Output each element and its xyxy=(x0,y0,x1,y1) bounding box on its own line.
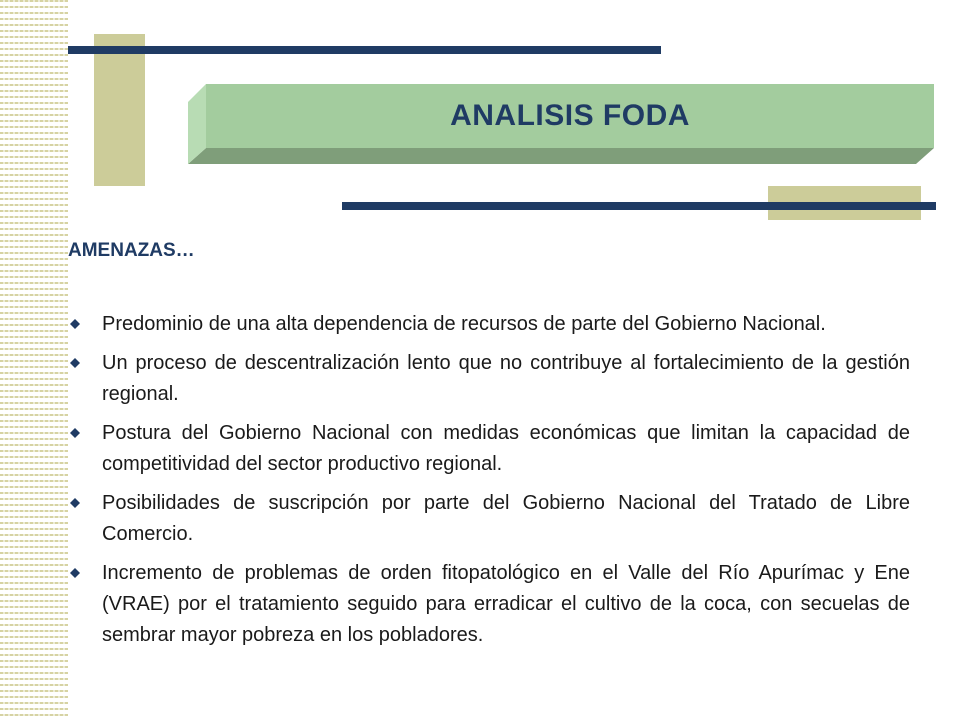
decorative-navy-bar-bottom xyxy=(342,202,936,210)
diamond-bullet-icon xyxy=(70,319,80,329)
diamond-bullet-icon xyxy=(70,498,80,508)
list-item xyxy=(68,348,910,410)
bullet-text: Posibilidades de suscripción por parte del Gobierno Nacional del Tratado de Libre Comercio. xyxy=(102,492,910,545)
list-item xyxy=(68,309,910,340)
bullet-text: Incremento de problemas de orden fitopatológico en el Valle del Río Apurímac y Ene (VRAE) por el tratamiento seguido para erradicar el cultivo de la coca, con secuelas de sembrar mayor pobreza en los pobladores. xyxy=(102,562,910,646)
diamond-bullet-icon xyxy=(70,568,80,578)
bullet-text: Postura del Gobierno Nacional con medidas económicas que limitan la capacidad de competitividad del sector productivo regional. xyxy=(102,422,910,475)
section-heading: AMENAZAS… xyxy=(68,240,195,261)
left-striped-border xyxy=(0,0,68,720)
bullet-text: Predominio de una alta dependencia de recursos de parte del Gobierno Nacional. xyxy=(102,313,826,335)
diamond-bullet-icon xyxy=(70,358,80,368)
decorative-olive-block-top xyxy=(94,34,145,186)
diamond-bullet-icon xyxy=(70,428,80,438)
slide-title: ANALISIS FODA xyxy=(450,99,690,132)
list-item xyxy=(68,418,910,480)
bullet-text: Un proceso de descentralización lento que no contribuye al fortalecimiento de la gestión regional. xyxy=(102,352,910,405)
decorative-navy-bar-top xyxy=(68,46,661,54)
title-banner-shadow xyxy=(188,148,934,164)
bullet-list xyxy=(68,309,910,659)
list-item xyxy=(68,488,910,550)
list-item xyxy=(68,558,910,651)
